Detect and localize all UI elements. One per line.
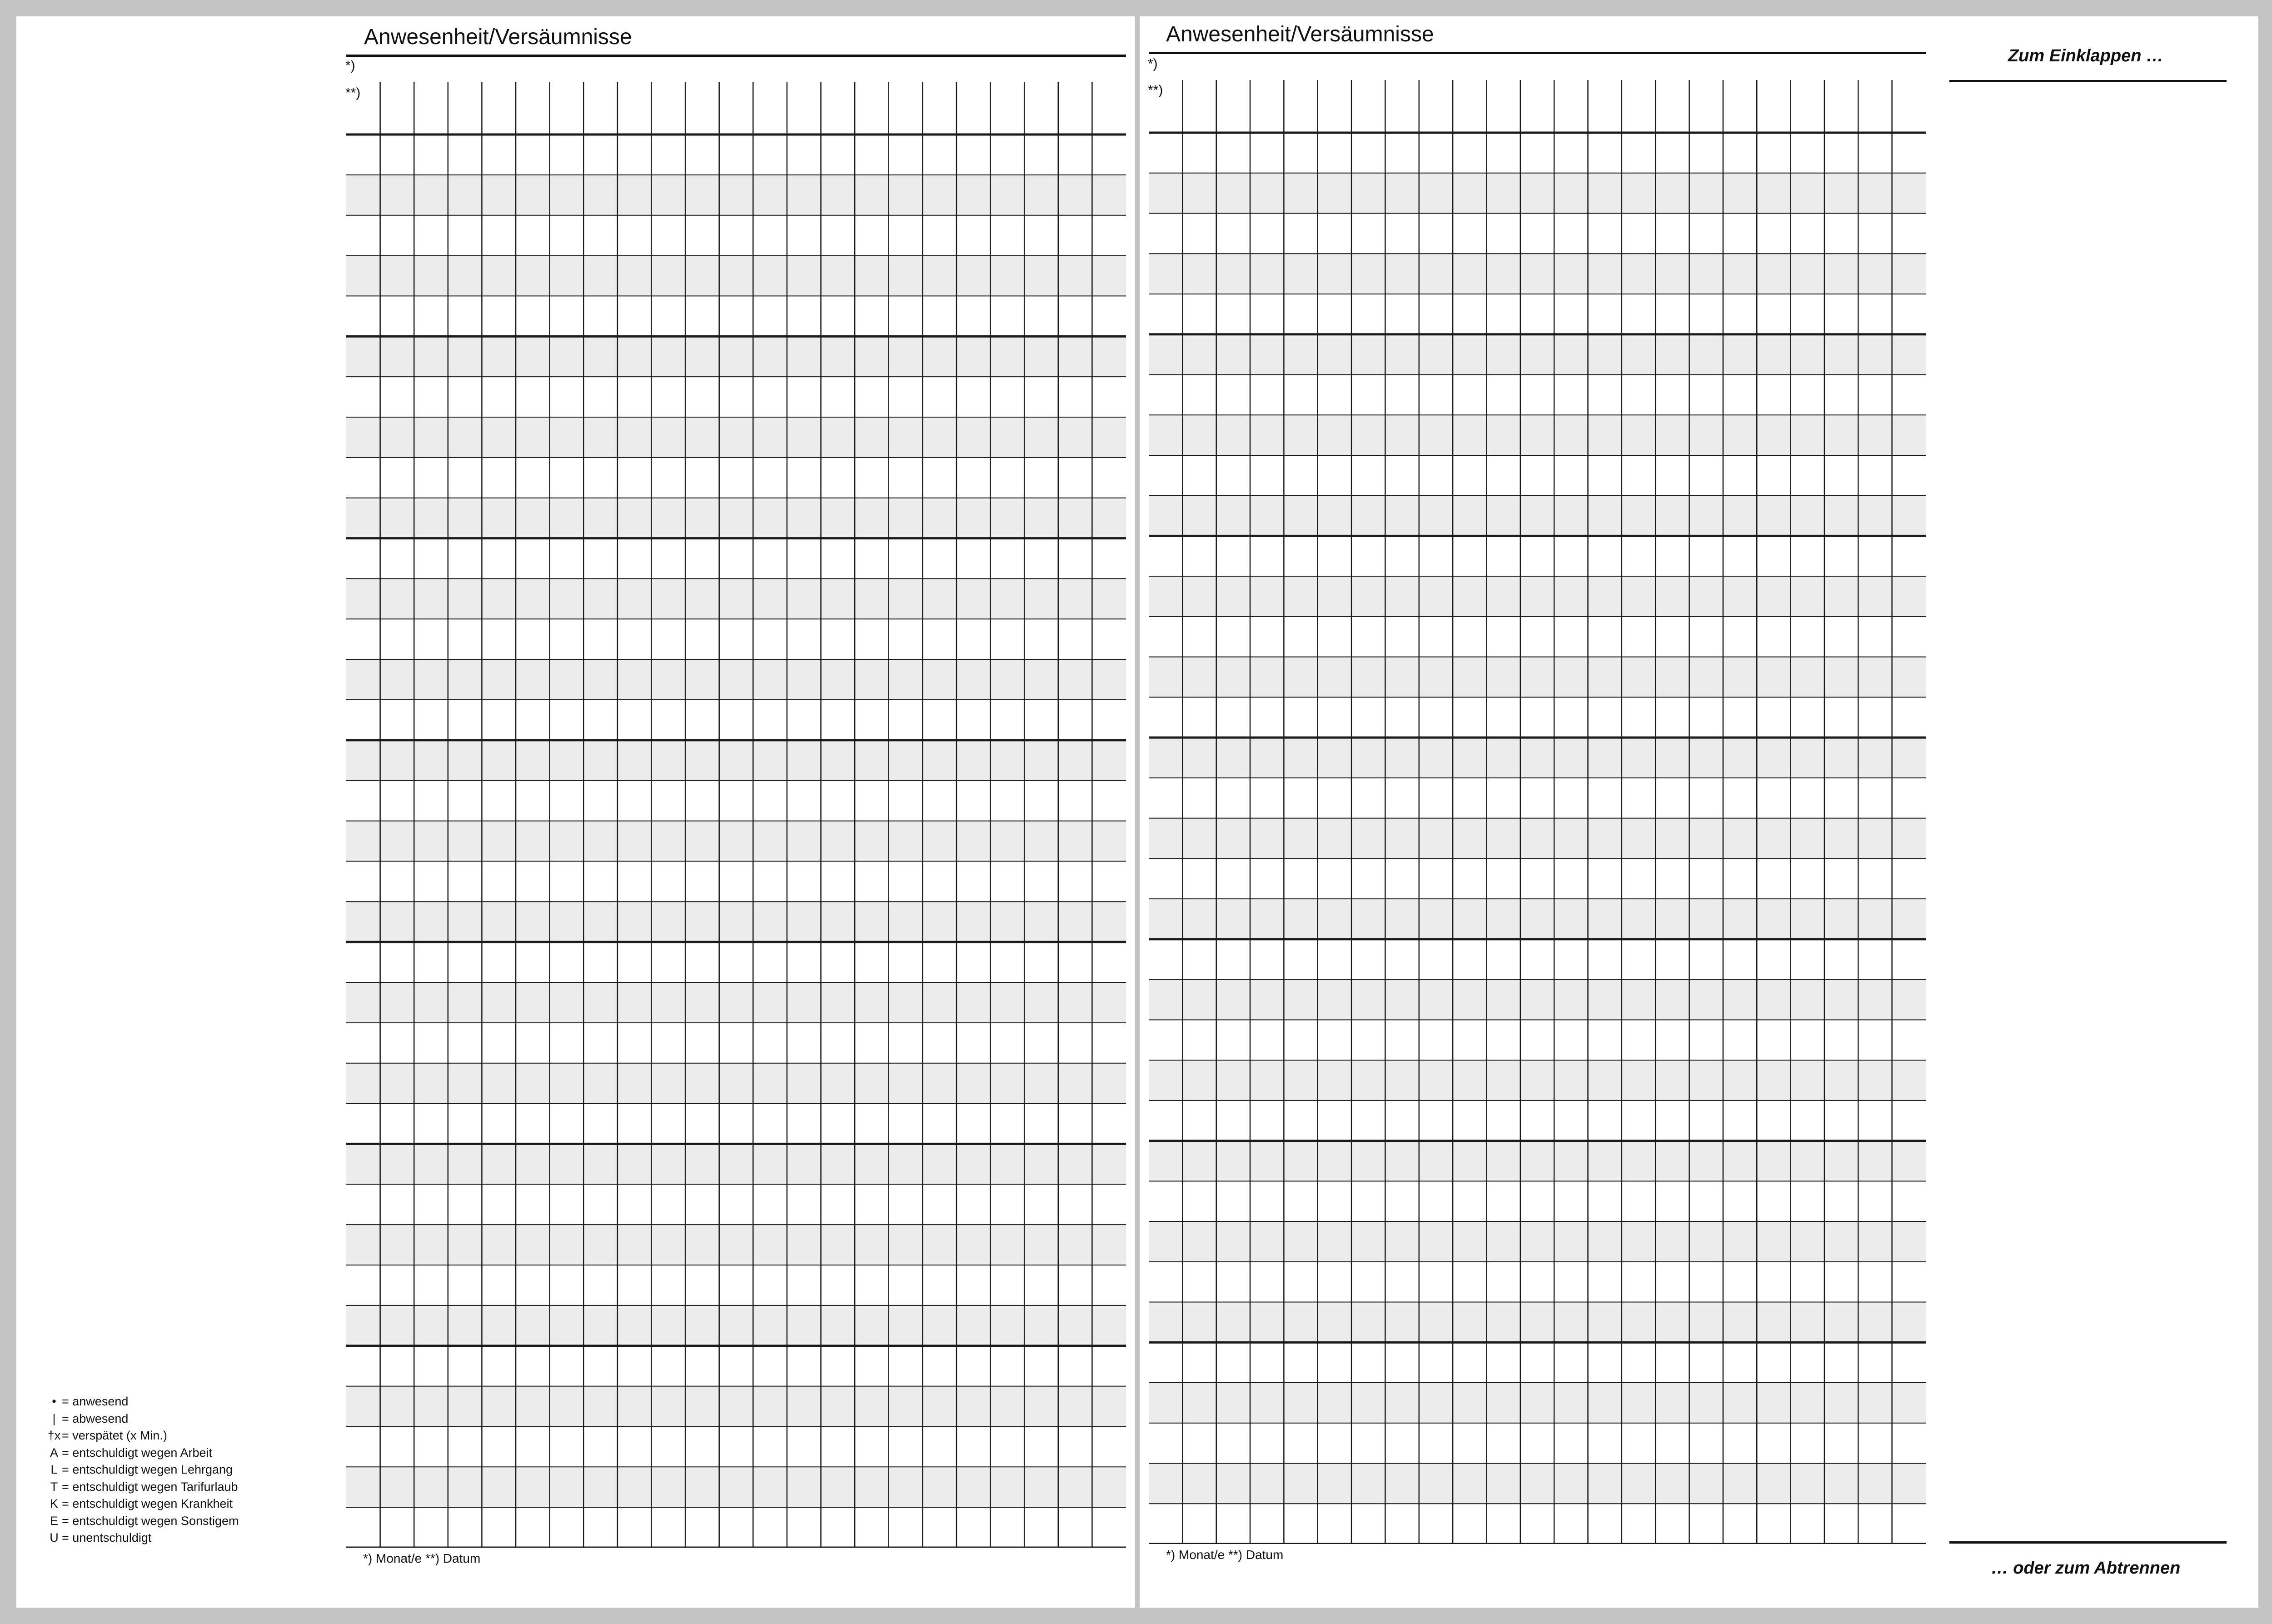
shaded-row <box>1149 1060 1926 1101</box>
legend-item <box>46 1513 239 1530</box>
legend-symbol: A <box>50 1445 58 1460</box>
legend-text: = verspätet (x Min.) <box>62 1429 167 1442</box>
shaded-row <box>346 740 1126 781</box>
shaded-row <box>346 498 1126 538</box>
footnote: *) Monat/e **) Datum <box>1166 1548 1284 1562</box>
shaded-row <box>1149 1221 1926 1262</box>
shaded-row <box>346 1467 1126 1507</box>
shaded-row <box>346 1305 1126 1346</box>
shaded-row <box>1149 576 1926 617</box>
title-rule <box>1149 52 1926 54</box>
title-rule <box>346 55 1126 57</box>
footnote: *) Monat/e **) Datum <box>363 1551 481 1565</box>
shaded-row <box>346 659 1126 700</box>
legend-symbol: †x <box>47 1429 61 1442</box>
legend-text: = entschuldigt wegen Krankheit <box>62 1497 233 1510</box>
shaded-row <box>1149 334 1926 375</box>
sheet-title: Anwesenheit/Versäumnisse <box>364 25 632 49</box>
legend-symbol: U <box>50 1531 59 1544</box>
shaded-row <box>346 336 1126 377</box>
legend-text: = entschuldigt wegen Tarifurlaub <box>62 1480 238 1494</box>
legend-symbol: | <box>52 1411 56 1425</box>
legend-text: = anwesend <box>62 1395 129 1408</box>
legend-item <box>46 1393 239 1410</box>
legend-item <box>46 1529 239 1547</box>
shaded-row <box>1149 415 1926 455</box>
legend-text: = abwesend <box>62 1411 129 1425</box>
legend <box>46 1393 239 1547</box>
legend-symbol: E <box>50 1514 58 1528</box>
legend-item <box>46 1410 239 1428</box>
shaded-row <box>1149 1383 1926 1423</box>
sheet-title: Anwesenheit/Versäumnisse <box>1166 22 1434 46</box>
shaded-row <box>346 1225 1126 1265</box>
legend-text: = entschuldigt wegen Lehrgang <box>62 1463 233 1476</box>
legend-item <box>46 1479 239 1496</box>
shaded-row <box>346 982 1126 1023</box>
shaded-row <box>1149 818 1926 859</box>
shaded-row <box>1149 980 1926 1020</box>
legend-item <box>46 1445 239 1462</box>
shaded-row <box>1149 657 1926 697</box>
shaded-row <box>346 821 1126 862</box>
date-marker: **) <box>1148 83 1163 98</box>
shaded-row <box>346 175 1126 215</box>
fold-rule <box>1949 80 2227 82</box>
shaded-row <box>1149 173 1926 214</box>
attendance-grid[interactable] <box>1149 80 1926 1544</box>
shaded-row <box>346 417 1126 458</box>
detach-rule <box>1949 1541 2227 1544</box>
shaded-row <box>346 1144 1126 1184</box>
legend-symbol: K <box>50 1497 58 1510</box>
legend-text: = entschuldigt wegen Sonstigem <box>62 1514 239 1528</box>
shaded-row <box>346 1386 1126 1427</box>
legend-item <box>46 1427 239 1445</box>
shaded-row <box>346 1063 1126 1104</box>
legend-symbol: T <box>50 1480 58 1494</box>
shaded-row <box>346 578 1126 619</box>
month-marker: *) <box>345 58 355 73</box>
date-marker: **) <box>345 85 361 100</box>
right-page <box>1140 16 2258 1608</box>
legend-item <box>46 1461 239 1479</box>
legend-symbol: L <box>50 1463 58 1476</box>
shaded-row <box>1149 737 1926 778</box>
legend-text: = entschuldigt wegen Arbeit <box>62 1445 212 1460</box>
shaded-row <box>1149 1464 1926 1504</box>
detach-label: … oder zum Abtrennen <box>1991 1559 2181 1578</box>
shaded-row <box>1149 496 1926 536</box>
shaded-row <box>346 256 1126 296</box>
fold-label: Zum Einklappen … <box>2008 46 2164 65</box>
left-page <box>16 16 1135 1608</box>
legend-symbol: • <box>52 1395 56 1408</box>
legend-item <box>46 1495 239 1513</box>
attendance-grid[interactable] <box>346 82 1126 1548</box>
month-marker: *) <box>1148 56 1158 71</box>
shaded-row <box>1149 254 1926 294</box>
shaded-row <box>1149 1302 1926 1343</box>
legend-text: = unentschuldigt <box>62 1531 152 1544</box>
shaded-row <box>1149 1141 1926 1181</box>
shaded-row <box>346 902 1126 942</box>
shaded-row <box>1149 899 1926 939</box>
